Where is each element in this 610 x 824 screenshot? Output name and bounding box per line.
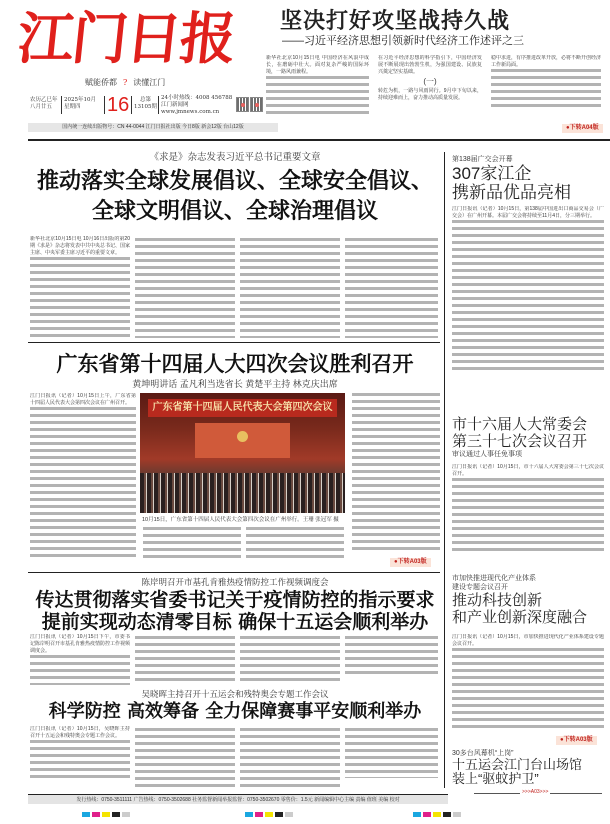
hotline: 24小时热线：4008 456788 [161,95,233,101]
sidebar-item-npc-standing[interactable] [452,416,608,459]
sidebar-item-industry[interactable] [452,574,608,626]
qr-code[interactable] [250,97,263,112]
footer-bar: 发行热线：0750-3511111 广告热线：0750-3502688 社务监督新闻举报监督：0750-3502670 零售价：1.5元 新闻编辑中心主编 责编 值班 美编 校对 [28,794,448,804]
emblem-icon [237,431,248,442]
weekday: 星期四 [64,104,81,110]
yellow-mark [265,812,273,817]
text-lines [30,257,130,337]
cyan-mark [245,812,253,817]
jump-link[interactable]: ● 下转A03版 [556,736,597,745]
story-a-kicker: 《求是》杂志发表习近平总书记重要文章 [149,152,321,163]
lunar-day: 八月廿五 [30,104,53,110]
divider [104,96,105,114]
sidebar-title: 和产业创新深度融合 [452,609,588,626]
sidebar-kicker: 30多台风幕机“上岗” [452,750,514,757]
story-c-kicker: 陈岸明召开市基孔肯雅热疫情防控工作视频调度会 [141,577,329,587]
photo-banner: 广东省第十四届人民代表大会第四次会议 [148,399,337,417]
sidebar-title: 装上“驱蚊护卫” [452,771,539,786]
sidebar-title: 推动科技创新 [452,592,543,609]
story-c-column [240,636,340,683]
audience [140,473,345,513]
story-d-column [135,728,235,788]
slogan-left: 赋能侨都 [85,78,117,87]
story-b-headline: 广东省第十四届人大四次会议胜利召开 [56,351,414,376]
sidebar-body [452,206,604,380]
text-lines [30,407,136,557]
slogan-right: 读懂江门 [133,78,166,87]
cyan-mark [413,812,421,817]
story-a-column [135,238,235,338]
magenta-mark [92,812,100,817]
story-c-headline [30,589,440,633]
jump-link[interactable]: ● 下转A04版 [562,124,603,133]
sidebar-title: 十五运会江门台山场馆 [452,757,583,772]
story-a-column [30,236,130,338]
story-a-column [240,238,340,338]
top-headline: 坚决打好攻坚战持久战 [280,8,511,34]
section-rule [28,572,440,573]
story-b-subheadline: 黄坤明讲话 孟凡利当选省长 黄楚平主持 林克庆出席 [132,379,338,389]
story-c-column [30,634,130,685]
publication-strip: 国内统一连续出版物号：CN 44-0044 江门日报社出版 今日8版 新会12版 台山12版 [28,123,278,132]
story-d-column [30,726,130,788]
slogan-separator: ? [123,78,128,87]
issue-value: 13105期 [134,104,157,110]
conference-photo [140,393,345,513]
sidebar-subtitle: 审议通过人事任免事项 [452,451,522,458]
page-pointer[interactable]: >>>A03>>> [522,789,549,795]
text-lines [30,740,130,780]
text-lines [30,655,130,685]
story-b-column [143,527,241,561]
issue-label: 总第 [139,97,151,103]
sidebar-kicker: 第138届广交会开幕 [452,156,513,163]
contact [161,95,234,116]
yellow-mark [102,812,110,817]
section-rule [28,342,440,343]
jump-link[interactable]: ● 下转A03版 [390,558,431,567]
headline-line: 传达贯彻落实省委书记关于疫情防控的指示要求 [35,589,435,611]
black-mark [275,812,283,817]
top-story-column [491,55,601,113]
text-lines [266,76,369,116]
sidebar-title: 携新品优品亮相 [452,183,571,202]
magenta-mark [423,812,431,817]
headline-line: 推动落实全球发展倡议、全球安全倡议、 [36,168,433,194]
top-story-column [378,55,482,121]
text-lines [491,69,601,109]
divider [61,96,62,114]
paragraph: 江门日报讯（记者）10月15日下午，市委书记陈岸明召开市基孔肯雅热疫情防控工作视频调度会。 [30,634,130,654]
yellow-mark [433,812,441,817]
paragraph: 新华社北京10月15日电 10月16日出版的第20期《求是》杂志将发表中共中央总书记、国家主席、中央军委主席习近平的重要文章。 [30,236,130,256]
top-story-column [266,55,369,121]
issue-date [64,97,96,111]
divider [131,96,132,114]
sidebar-title: 307家江企 [452,164,532,183]
black-mark [112,812,120,817]
paragraph: 新华社北京10月15日电 中国经济在风浪中成长，在磨砺中壮大。面对复杂严峻的国际环境，一路风雨兼程。 [266,55,369,75]
paragraph: 江门日报讯（记者）10月15日，市加快推进现代化产业体系建设专题会议召开。 [452,634,604,647]
paragraph: 转危为机，一路与风雨同行。9月中下旬以来，持续迎难而上，奋力推动高质量发展。 [378,88,482,101]
gray-mark [122,812,130,817]
story-b-column [30,393,136,561]
website-link[interactable]: 江门新闻网 www.jmnews.com.cn [161,102,220,115]
headline-line: 提前实现动态清零目标 确保十五运会顺利举办 [41,611,429,633]
story-c-column [135,636,235,683]
black-mark [443,812,451,817]
photo-caption: 10月15日，广东省第十四届人民代表大会第四次会议在广州举行。王珊 张冠军 摄 [142,517,339,523]
print-marks [413,812,461,817]
print-marks [82,812,130,817]
story-b-column [352,393,440,553]
magenta-mark [255,812,263,817]
text-lines [452,478,604,554]
masthead-logo: 江门日报 [14,6,238,72]
cyan-mark [82,812,90,817]
slogan [85,78,165,88]
issue-number [134,97,157,111]
story-d-column [345,728,438,778]
paragraph: 在习近平经济思想的科学指引下，中国经济发展不断展现出勃勃生机，为强国建设、民族复兴奠定坚实基础。 [378,55,482,75]
story-d-kicker: 吴晓晖主持召开十五运会和残特奥会专题工作会议 [141,689,329,699]
paragraph: 稳中求进，有序推进改革开放，必将不断开创经济工作新局面。 [491,55,601,68]
lunar-date [30,97,58,111]
lunar-year: 农历乙巳年 [30,97,58,103]
story-d-headline: 科学防控 高效筹备 全力保障赛事平安顺利举办 [48,701,422,722]
text-lines [452,220,604,370]
divider [158,96,159,114]
headline-line: 全球文明倡议、全球治理倡议 [91,198,378,224]
paragraph: 江门日报讯（记者）10月15日上午，广东省第十四届人民代表大会第四次会议在广州召开。 [30,393,136,406]
story-c-column [345,636,438,678]
sidebar-title: 市十六届人大常委会 [452,416,588,433]
date: 2025年10月 [64,97,96,103]
gray-mark [285,812,293,817]
day-number: 16 [107,94,130,116]
top-subheadline: ——习近平经济思想引领新时代经济工作述评之三 [282,35,524,47]
paragraph: 江门日报讯（记者）10月15日，第138届中国进出口商品交易会（广交会）在广州开幕。本届广交会将持续至11月4日，分三期举行。 [452,206,604,219]
sidebar-body [452,634,604,734]
sidebar-item-canton-fair[interactable] [452,155,608,202]
sidebar-kicker: 市加快推进现代化产业体系 [452,575,536,582]
story-d-column [240,728,340,788]
story-a-column [345,238,438,338]
sidebar-divider [444,152,445,788]
section-number: (一) [423,77,437,86]
stage [195,423,290,458]
sidebar-item-mosquito[interactable] [452,749,608,786]
paragraph: 江门日报讯（记者）10月15日，吴晓晖主持召开十五运会和残特奥会专题工作会议。 [30,726,130,739]
sidebar-title: 第三十七次会议召开 [452,433,588,450]
text-lines [452,648,604,728]
sidebar-body [452,464,604,560]
paragraph: 江门日报讯（记者）10月15日，市十六届人大常委会第三十七次会议召开。 [452,464,604,477]
story-b-column [246,527,344,561]
print-marks [245,812,293,817]
qr-code[interactable] [236,97,249,112]
gray-mark [453,812,461,817]
story-a-headline [30,166,440,226]
section-rule [28,139,610,141]
sidebar-kicker: 建设专题会议召开 [452,584,508,591]
